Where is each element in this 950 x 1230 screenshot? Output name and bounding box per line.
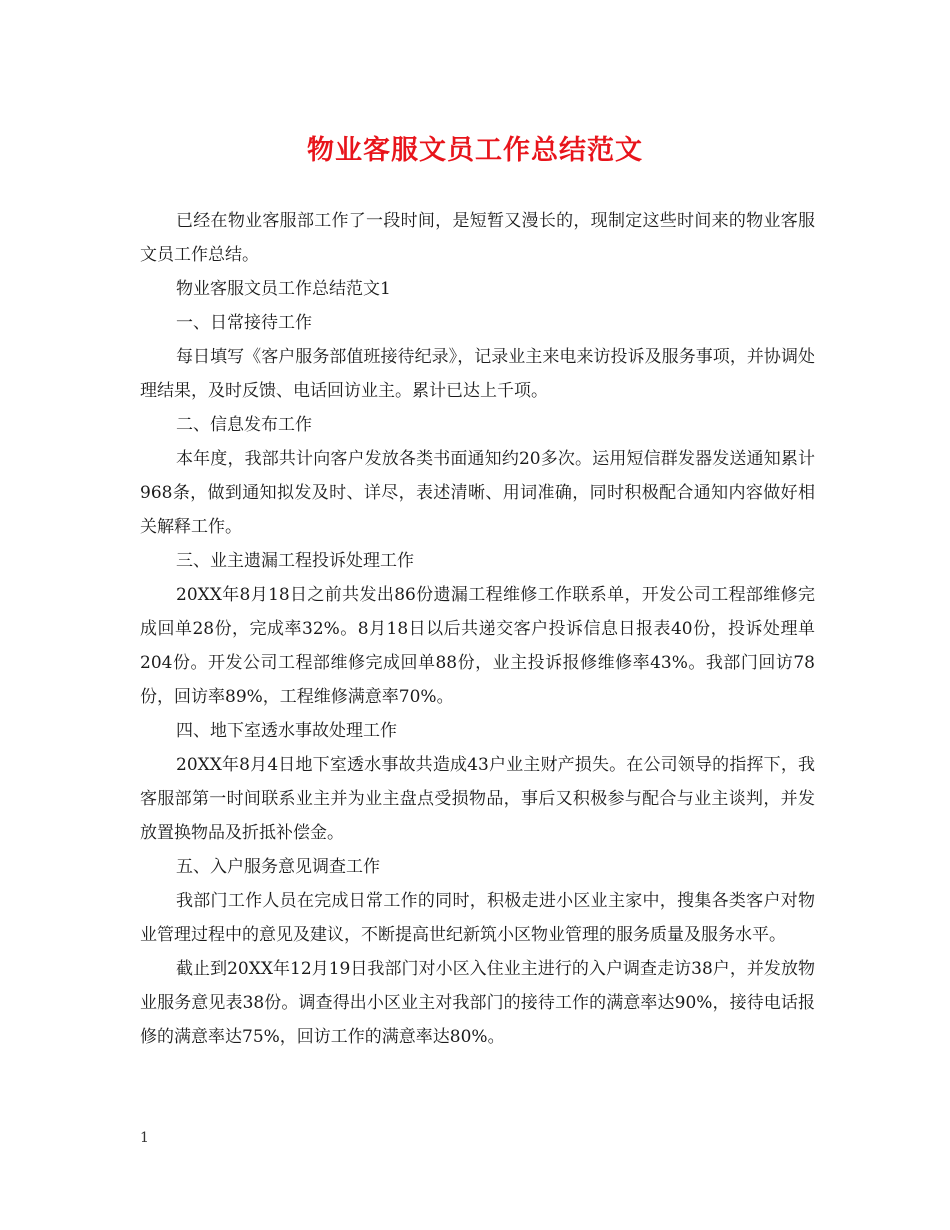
document-title: 物业客服文员工作总结范文 xyxy=(307,135,643,166)
section-2-paragraph: 本年度，我部共计向客户发放各类书面通知约20多次。运用短信群发器发送通知累计968条，做到通知拟发及时、详尽，表述清晰、用词准确，同时积极配合通知内容做好相关解释工作。 xyxy=(140,449,815,537)
section-5-paragraph-1: 我部门工作人员在完成日常工作的同时，积极走进小区业主家中，搜集各类客户对物业管理过程中的意见及建议，不断提高世纪新筑小区物业管理的服务质量及服务水平。 xyxy=(140,891,815,945)
section-heading-3: 三、业主遗漏工程投诉处理工作 xyxy=(176,551,414,571)
section-3-paragraph: 20XX年8月18日之前共发出86份遗漏工程维修工作联系单，开发公司工程部维修完成回单28份，完成率32%。8月18日以后共递交客户投诉信息日报表40份，投诉处理单204份。开发公司工程部维修完成回单88份，业主投诉报修维修率43%。我部门回访78份，回访率89%，工程维修满意率70%。 xyxy=(140,585,815,707)
section-heading-2: 二、信息发布工作 xyxy=(176,415,312,435)
section-4-paragraph: 20XX年8月4日地下室透水事故共造成43户业主财产损失。在公司领导的指挥下，我客服部第一时间联系业主并为业主盘点受损物品，事后又积极参与配合与业主谈判，并发放置换物品及折抵补偿金。 xyxy=(140,755,815,843)
document-body xyxy=(140,204,815,1054)
section-heading-4: 四、地下室透水事故处理工作 xyxy=(176,721,397,741)
section-5-paragraph-2: 截止到20XX年12月19日我部门对小区入住业主进行的入户调查走访38户，并发放物业服务意见表38份。调查得出小区业主对我部门的接待工作的满意率达90%，接待电话报修的满意率达75%，回访工作的满意率达80%。 xyxy=(140,959,815,1047)
intro-paragraph: 已经在物业客服部工作了一段时间，是短暂又漫长的，现制定这些时间来的物业客服文员工作总结。 xyxy=(140,211,815,265)
section-heading-5: 五、入户服务意见调查工作 xyxy=(176,857,380,877)
page-number: 1 xyxy=(140,1130,149,1146)
section-1-paragraph: 每日填写《客户服务部值班接待纪录》，记录业主来电来访投诉及服务事项，并协调处理结果，及时反馈、电话回访业主。累计已达上千项。 xyxy=(140,347,815,401)
section-heading-1: 一、日常接待工作 xyxy=(176,313,312,333)
document-subtitle: 物业客服文员工作总结范文1 xyxy=(176,279,391,299)
